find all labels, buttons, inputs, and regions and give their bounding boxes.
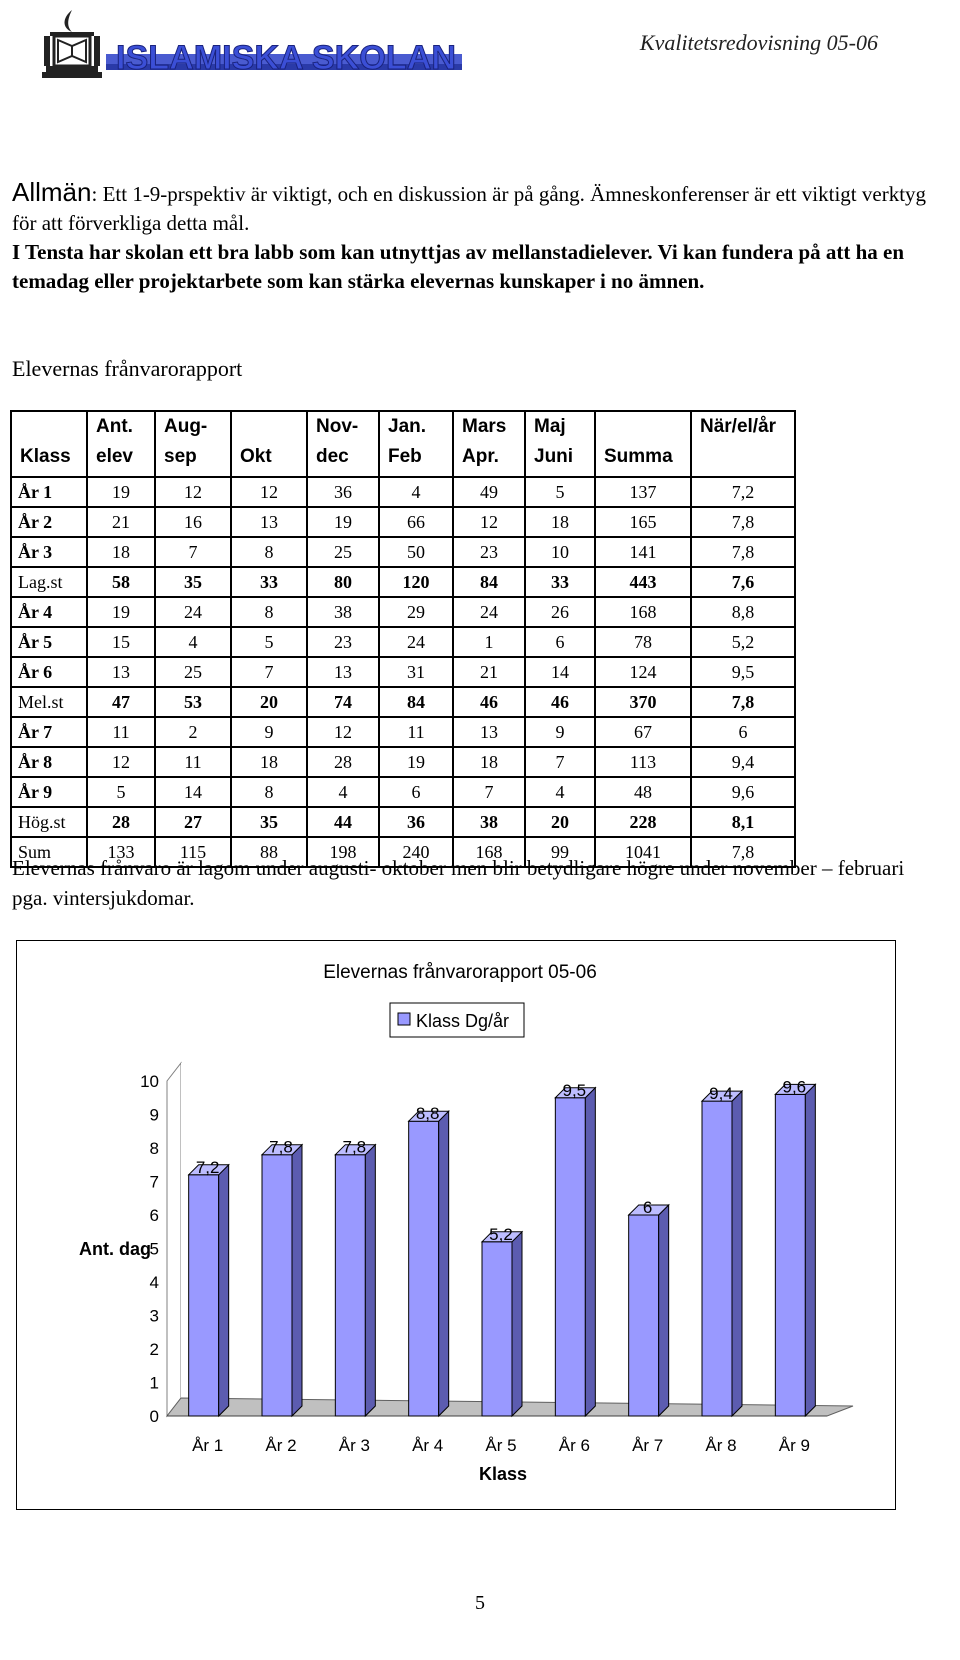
y-tick-label: 5 [149, 1239, 159, 1259]
data-label: 8,8 [415, 1104, 440, 1124]
x-tick-label: År 6 [558, 1436, 590, 1455]
table-cell: 16 [155, 507, 231, 537]
column-header-line2: dec [316, 446, 349, 467]
column-header [379, 411, 453, 477]
column-header [307, 411, 379, 477]
column-header-line1: Jan. [388, 416, 427, 437]
table-cell: 24 [379, 627, 453, 657]
table-cell: 7,8 [691, 537, 795, 567]
table-cell: 120 [379, 567, 453, 597]
table-header-row [11, 411, 795, 477]
column-header-line1: Aug- [164, 416, 208, 437]
y-tick-label: 6 [149, 1206, 159, 1225]
table-cell: 6 [691, 717, 795, 747]
table-cell: 11 [87, 717, 155, 747]
table-cell: 14 [155, 777, 231, 807]
column-header-line2: elev [96, 446, 133, 467]
intro-paragraph-2: I Tensta har skolan ett bra labb som kan utnyttjas av mellanstadielever. Vi kan fundera på att ha en temadag eller projektarbete som kan stärka elevernas kunskaper i no ämnen. [12, 240, 905, 293]
row-label: År 2 [11, 507, 87, 537]
table-row [11, 477, 795, 507]
table-cell: 7 [453, 777, 525, 807]
table-cell: 12 [231, 477, 307, 507]
table-cell: 168 [453, 837, 525, 867]
bar-side [585, 1088, 595, 1416]
table-cell: 46 [453, 687, 525, 717]
table-cell: 15 [87, 627, 155, 657]
table-cell: 33 [231, 567, 307, 597]
data-label: 7,8 [342, 1137, 367, 1157]
table-cell: 33 [525, 567, 595, 597]
column-header-line2: Okt [240, 446, 272, 467]
row-label: År 9 [11, 777, 87, 807]
table-cell: 11 [379, 717, 453, 747]
table-cell: 47 [87, 687, 155, 717]
column-header-line2: sep [164, 446, 197, 467]
table-cell: 21 [453, 657, 525, 687]
table-cell: 84 [379, 687, 453, 717]
y-tick-label: 3 [149, 1306, 159, 1326]
table-cell: 5 [525, 477, 595, 507]
table-row [11, 627, 795, 657]
table-cell: 38 [307, 597, 379, 627]
x-tick-label: År 7 [632, 1436, 664, 1455]
legend-label: Klass Dg/år [416, 1011, 510, 1031]
table-cell: 168 [595, 597, 691, 627]
y-tick-label: 4 [149, 1273, 159, 1292]
table-cell: 66 [379, 507, 453, 537]
data-label: 9,4 [709, 1084, 733, 1104]
bar-chart [17, 941, 894, 1508]
table-cell: 84 [453, 567, 525, 597]
table-cell: 8,8 [691, 597, 795, 627]
table-cell: 7 [525, 747, 595, 777]
school-logo [42, 6, 462, 84]
table-cell: 4 [525, 777, 595, 807]
column-header [595, 411, 691, 477]
table-cell: 26 [525, 597, 595, 627]
row-label: År 4 [11, 597, 87, 627]
table-cell: 36 [379, 807, 453, 837]
bar [702, 1101, 732, 1416]
table-cell: 27 [155, 807, 231, 837]
table-cell: 133 [87, 837, 155, 867]
table-cell: 28 [307, 747, 379, 777]
table-cell: 24 [453, 597, 525, 627]
table-cell: 165 [595, 507, 691, 537]
table-cell: 6 [379, 777, 453, 807]
y-tick-label: 1 [149, 1373, 159, 1393]
row-label: År 8 [11, 747, 87, 777]
table-row [11, 717, 795, 747]
table-cell: 4 [379, 477, 453, 507]
data-label: 9,6 [782, 1077, 807, 1097]
bar-side [219, 1165, 229, 1416]
bar [335, 1155, 365, 1416]
table-cell: 9,4 [691, 747, 795, 777]
absence-table [10, 410, 796, 868]
table-cell: 67 [595, 717, 691, 747]
table-cell: 8 [231, 597, 307, 627]
table-row [11, 777, 795, 807]
chart-frame [16, 940, 896, 1510]
table-cell: 74 [307, 687, 379, 717]
table-cell: 124 [595, 657, 691, 687]
table-cell: 29 [379, 597, 453, 627]
column-header-line1: Mars [462, 416, 507, 437]
x-tick-label: År 2 [265, 1436, 297, 1455]
bar-side [732, 1091, 742, 1416]
table-cell: 19 [87, 477, 155, 507]
table-cell: 49 [453, 477, 525, 507]
column-header [11, 411, 87, 477]
x-tick-label: År 5 [485, 1436, 517, 1455]
table-cell: 18 [231, 747, 307, 777]
column-header-line2: Klass [20, 446, 71, 467]
x-tick-label: År 8 [705, 1436, 737, 1455]
x-tick-label: År 4 [412, 1436, 444, 1455]
table-cell: 20 [525, 807, 595, 837]
table-cell: 13 [87, 657, 155, 687]
column-header-line2: Juni [534, 446, 574, 467]
y-tick-label: 10 [140, 1072, 159, 1091]
table-cell: 25 [155, 657, 231, 687]
table-body [11, 477, 795, 867]
table-cell: 1 [453, 627, 525, 657]
column-header-line1: När/el/år [700, 416, 777, 437]
table-cell: 19 [379, 747, 453, 777]
table-cell: 24 [155, 597, 231, 627]
row-label: År 7 [11, 717, 87, 747]
table-row [11, 537, 795, 567]
table-cell: 228 [595, 807, 691, 837]
column-header-line2 [700, 442, 790, 472]
table-cell: 4 [155, 627, 231, 657]
bar-side [365, 1145, 375, 1416]
intro-sentence-1: : Ett 1-9-prspektiv är viktigt, och en diskussion är på gång. Ämneskonferenser är ett viktigt verktyg för att förverkliga detta mål. [12, 182, 927, 235]
table-cell: 53 [155, 687, 231, 717]
table-cell: 19 [307, 507, 379, 537]
table-cell: 12 [307, 717, 379, 747]
y-tick-label: 0 [149, 1407, 159, 1426]
table-cell: 18 [87, 537, 155, 567]
column-header [87, 411, 155, 477]
table-cell: 1041 [595, 837, 691, 867]
table-row [11, 807, 795, 837]
table-row [11, 747, 795, 777]
table-cell: 7 [231, 657, 307, 687]
column-header [691, 411, 795, 477]
table-cell: 13 [307, 657, 379, 687]
bar [775, 1094, 805, 1416]
legend-swatch [398, 1013, 410, 1025]
table-cell: 50 [379, 537, 453, 567]
column-header-line1: Nov- [316, 416, 359, 437]
table-row [11, 507, 795, 537]
table-cell: 443 [595, 567, 691, 597]
summary-text: Elevernas frånvaro är lagom under augusti- oktober men blir betydligare högre under november – februari pga. vintersjukdomar. [12, 856, 905, 910]
table-cell: 14 [525, 657, 595, 687]
bar-side [292, 1145, 302, 1416]
data-label: 7,8 [269, 1137, 293, 1157]
bar [555, 1098, 585, 1416]
table-cell: 8 [231, 537, 307, 567]
table-cell: 19 [87, 597, 155, 627]
logo-text: ISLAMISKA SKOLAN [116, 39, 456, 77]
data-label: 9,5 [562, 1080, 587, 1100]
table-cell: 35 [155, 567, 231, 597]
table-cell: 7,6 [691, 567, 795, 597]
table-cell: 7,2 [691, 477, 795, 507]
table-cell: 137 [595, 477, 691, 507]
row-label: År 6 [11, 657, 87, 687]
y-tick-label: 8 [149, 1139, 159, 1158]
side-wall [167, 1063, 181, 1416]
table-heading: Elevernas frånvarorapport [12, 356, 243, 381]
bar [262, 1155, 292, 1416]
table-cell: 4 [307, 777, 379, 807]
table-cell: 12 [87, 747, 155, 777]
chart-title: Elevernas frånvarorapport 05-06 [323, 962, 597, 983]
table-cell: 370 [595, 687, 691, 717]
bar [482, 1242, 512, 1416]
table-cell: 20 [231, 687, 307, 717]
row-label: År 3 [11, 537, 87, 567]
table-cell: 21 [87, 507, 155, 537]
table-cell: 12 [453, 507, 525, 537]
table-cell: 13 [231, 507, 307, 537]
table-cell: 46 [525, 687, 595, 717]
bar-side [512, 1232, 522, 1416]
row-label: År 1 [11, 477, 87, 507]
table-cell: 7 [155, 537, 231, 567]
section-label: Allmän [12, 177, 92, 207]
table-cell: 7,8 [691, 837, 795, 867]
table-cell: 23 [453, 537, 525, 567]
table-row [11, 687, 795, 717]
x-tick-label: År 9 [778, 1436, 810, 1455]
row-label: Mel.st [11, 687, 87, 717]
table-cell: 198 [307, 837, 379, 867]
table-cell: 44 [307, 807, 379, 837]
table-cell: 80 [307, 567, 379, 597]
data-label: 6 [642, 1198, 653, 1217]
table-cell: 11 [155, 747, 231, 777]
column-header-line2: Feb [388, 446, 422, 467]
column-header [453, 411, 525, 477]
table-cell: 2 [155, 717, 231, 747]
column-header-line1 [240, 412, 302, 442]
table-cell: 7,8 [691, 687, 795, 717]
column-header-line2: Apr. [462, 446, 499, 467]
table-cell: 23 [307, 627, 379, 657]
table-cell: 58 [87, 567, 155, 597]
table-cell: 13 [453, 717, 525, 747]
intro-section [12, 178, 942, 296]
bar-side [659, 1205, 669, 1416]
column-header [525, 411, 595, 477]
table-cell: 48 [595, 777, 691, 807]
x-tick-label: År 1 [192, 1436, 224, 1455]
row-label: Sum [11, 837, 87, 867]
table-row [11, 597, 795, 627]
bar [189, 1175, 219, 1416]
column-header-line2: Summa [604, 446, 673, 467]
table-cell: 38 [453, 807, 525, 837]
column-header-line1: Ant. [96, 416, 133, 437]
table-cell: 5 [87, 777, 155, 807]
y-tick-label: 7 [149, 1172, 159, 1192]
table-cell: 9,6 [691, 777, 795, 807]
table-cell: 7,8 [691, 507, 795, 537]
table-cell: 115 [155, 837, 231, 867]
table-cell: 88 [231, 837, 307, 867]
table-cell: 9 [231, 717, 307, 747]
bar-side [805, 1084, 815, 1416]
table-cell: 78 [595, 627, 691, 657]
row-label: Lag.st [11, 567, 87, 597]
table-cell: 9 [525, 717, 595, 747]
report-title: Kvalitetsredovisning 05-06 [639, 30, 878, 55]
page-header [0, 0, 960, 90]
table-cell: 25 [307, 537, 379, 567]
table-cell: 9,5 [691, 657, 795, 687]
intro-paragraph-1 [12, 178, 942, 238]
column-header-line1 [604, 412, 686, 442]
page-number: 5 [475, 1592, 485, 1614]
table-cell: 31 [379, 657, 453, 687]
y-axis-label: Ant. dag [79, 1239, 151, 1259]
column-header-line1: Maj [534, 416, 566, 437]
table-row [11, 657, 795, 687]
column-header [155, 411, 231, 477]
bar [409, 1121, 439, 1416]
row-label: Hög.st [11, 807, 87, 837]
table-cell: 5,2 [691, 627, 795, 657]
table-cell: 6 [525, 627, 595, 657]
table-cell: 36 [307, 477, 379, 507]
table-cell: 141 [595, 537, 691, 567]
bar-side [439, 1111, 449, 1416]
table-cell: 99 [525, 837, 595, 867]
table-cell: 18 [525, 507, 595, 537]
table-cell: 28 [87, 807, 155, 837]
table-cell: 10 [525, 537, 595, 567]
table-cell: 113 [595, 747, 691, 777]
emblem-icon [42, 10, 102, 78]
table-cell: 35 [231, 807, 307, 837]
data-label: 7,2 [195, 1157, 220, 1177]
x-tick-label: År 3 [338, 1436, 370, 1455]
bar [629, 1215, 659, 1416]
table-cell: 8,1 [691, 807, 795, 837]
y-tick-label: 2 [149, 1340, 159, 1359]
row-label: År 5 [11, 627, 87, 657]
table-row [11, 567, 795, 597]
table-cell: 5 [231, 627, 307, 657]
y-tick-label: 9 [149, 1105, 159, 1125]
column-header-line1 [20, 412, 82, 442]
table-cell: 12 [155, 477, 231, 507]
data-label: 5,2 [489, 1224, 513, 1244]
x-axis-label: Klass [478, 1464, 528, 1484]
table-cell: 18 [453, 747, 525, 777]
table-cell: 240 [379, 837, 453, 867]
table-cell: 8 [231, 777, 307, 807]
column-header [231, 411, 307, 477]
